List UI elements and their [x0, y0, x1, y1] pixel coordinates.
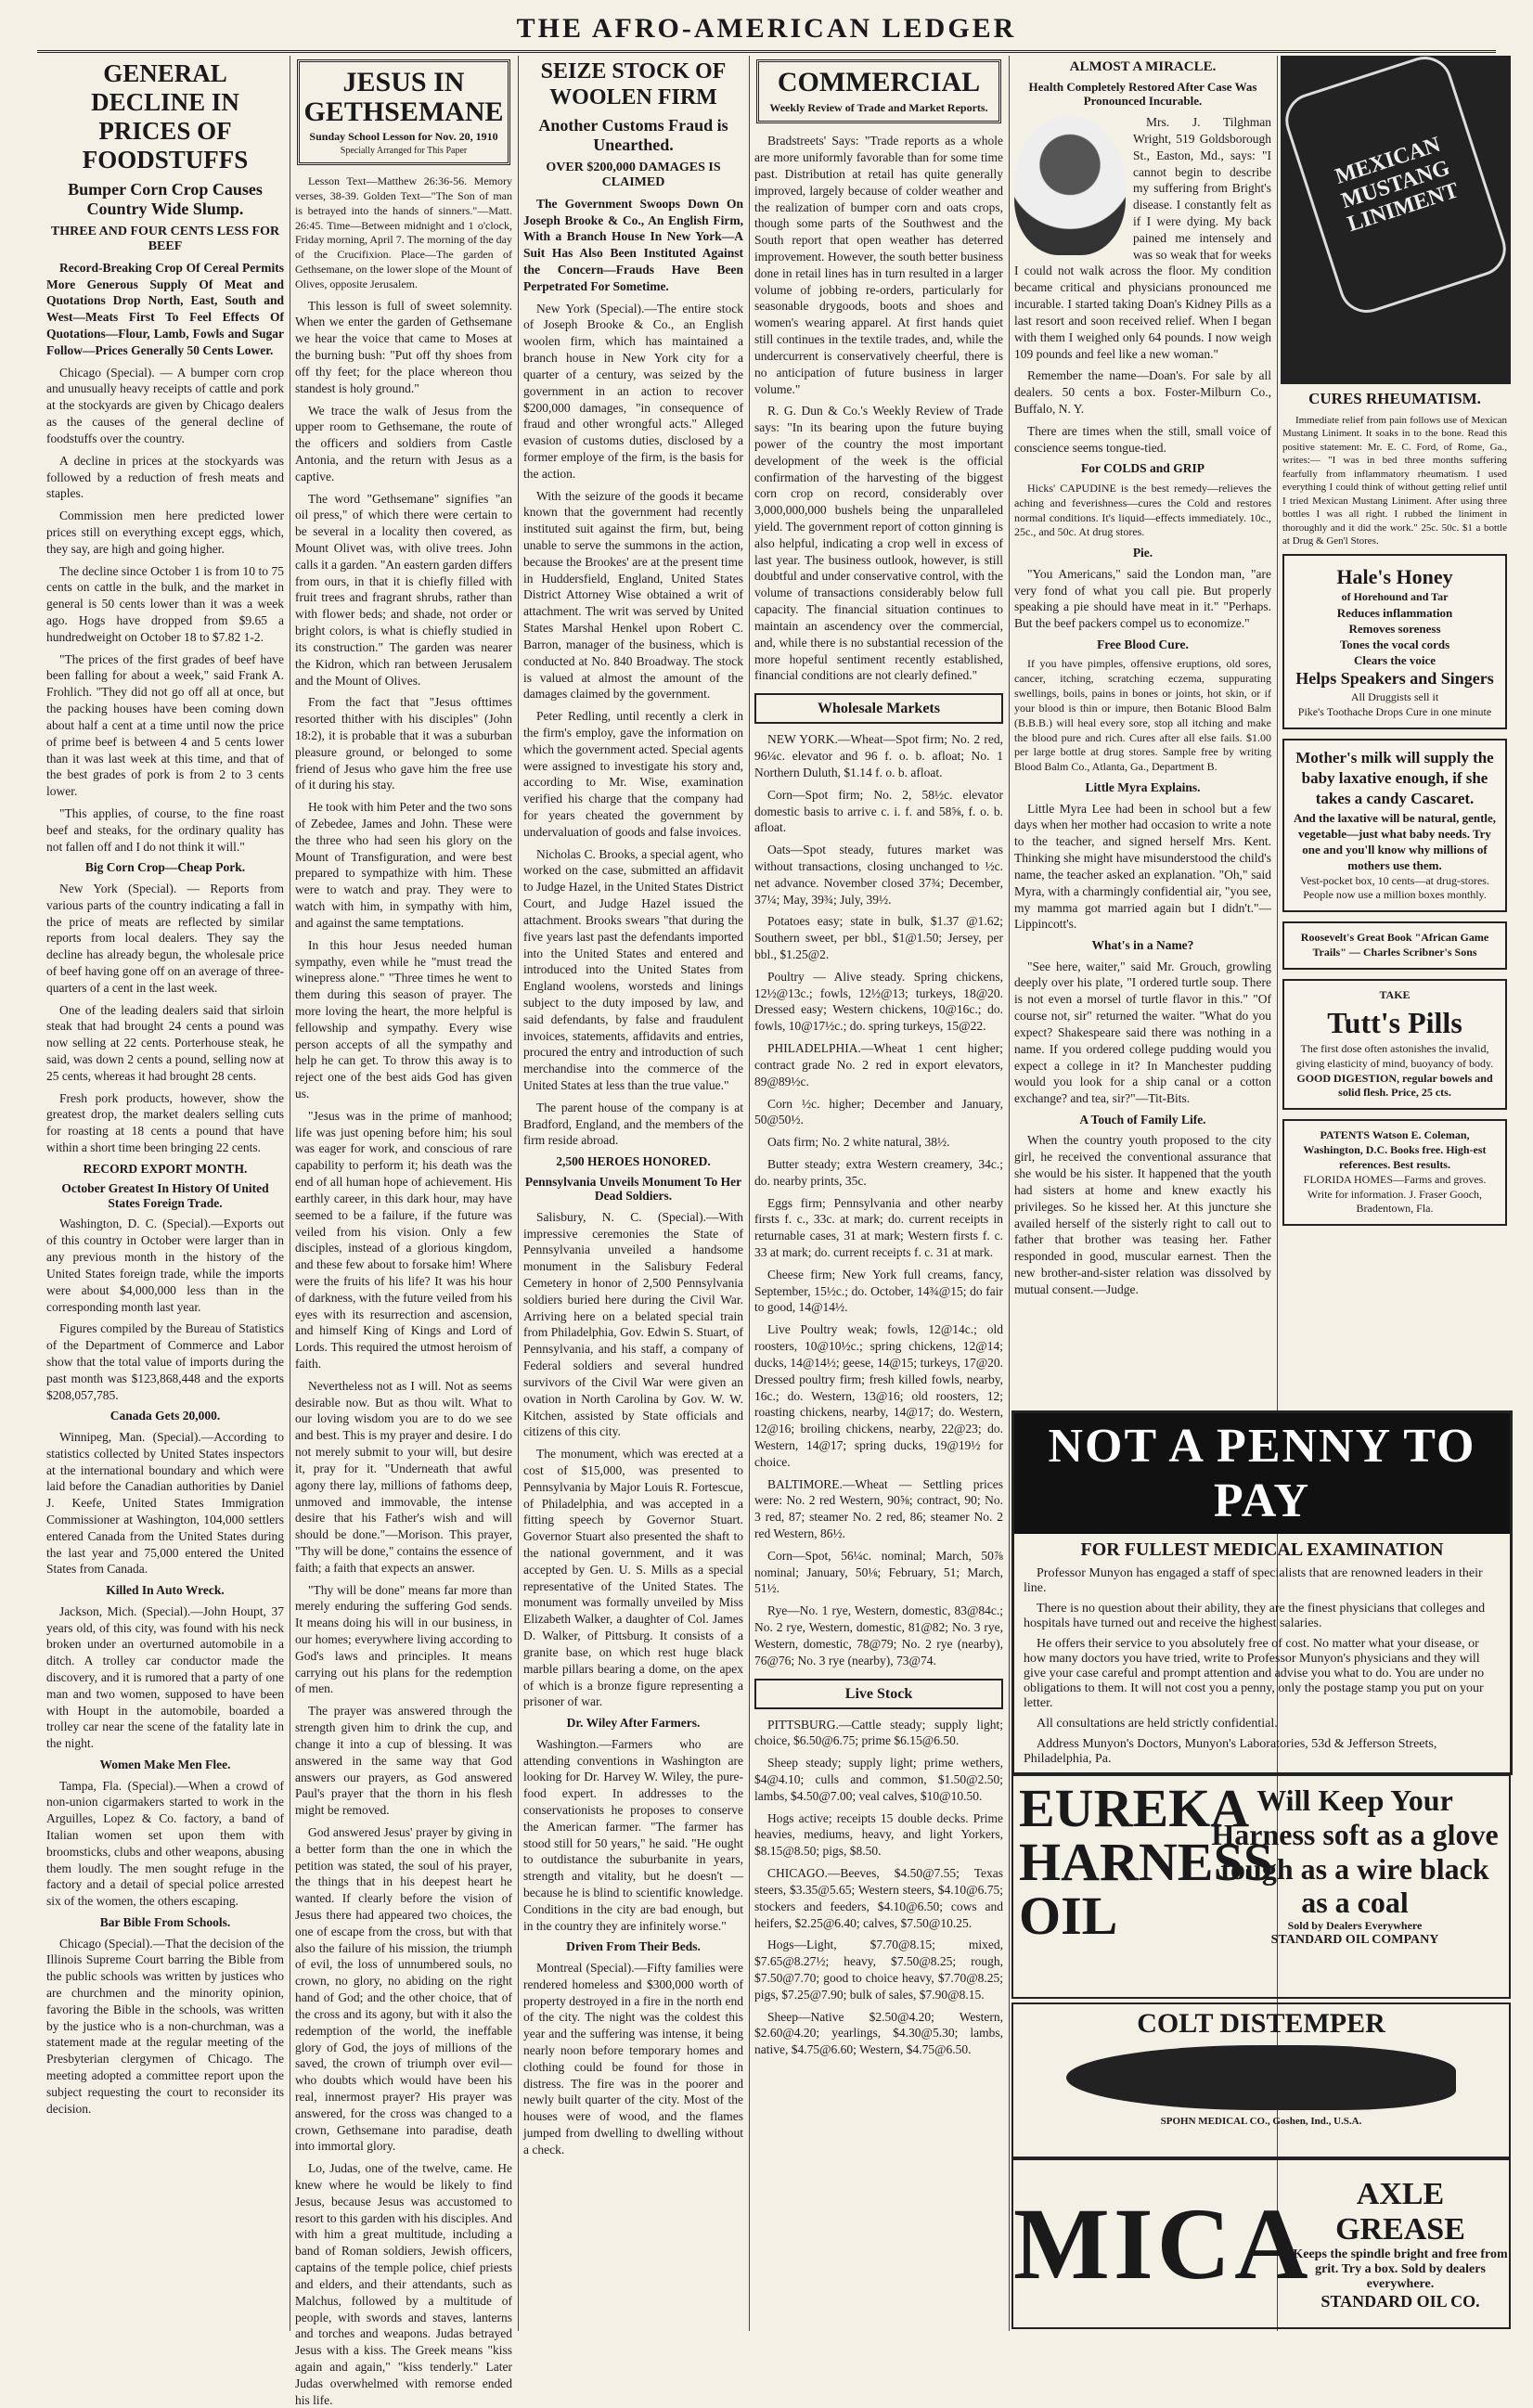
- paragraph: The parent house of the company is at Bradford, England, and the members of the firm reside abroad.: [523, 1100, 743, 1148]
- market-report: Sheep steady; supply light; prime wethers, $4@4.10; culls and common, $1.50@2.50; lambs, $4.50@7.00; veal calves, $10@10.50.: [754, 1756, 1003, 1803]
- paragraph: Salisbury, N. C. (Special).—With impressive ceremonies the State of Pennsylvania unveiled a handsome monument in the Salisbury Federal Cemetery in honor of 2,500 Pennsylvania soldiers buried here during the Civil War. Arriving here on a belated special train from Philadelphia, Gov. Edwin S. Stuart, of Pennsylvania, and his staff, a company of Federal soldiers and several hundred survivors of the Civil War were given an ovation in North Carolina by Gov. W. W. Kitchen, assisted by State officials and citizens of this city.: [523, 1209, 743, 1439]
- ad-subtitle: FOR FULLEST MEDICAL EXAMINATION: [1080, 1539, 1444, 1560]
- market-report: Corn—Spot firm; No. 2, 58½c. elevator domestic basis to arrive c. i. f. and 58⅝, f. o. b. afloat.: [754, 787, 1003, 835]
- paragraph: Fresh pork products, however, show the greatest drop, the market dealers selling cuts for roasting at 18 cents a pound that have within a short time been bringing 22 cents.: [46, 1090, 284, 1155]
- paragraph: Tampa, Fla. (Special).—When a crowd of non-union cigarmakers started to work in the Arguilles, Lopez & Co. factory, a band of Italian women set upon them with broomsticks, clubs and other weapons, abusing them loudly. The men sought refuge in the factory and a detail of special police arrested six of the women, the others escaping.: [46, 1778, 284, 1909]
- ad-maker: STANDARD OIL COMPANY: [1270, 1932, 1439, 1947]
- ad-text: Will Keep Your Harness soft as a glove tough as a wire black as a coal: [1211, 1783, 1499, 1920]
- paragraph: Nicholas C. Brooks, a special agent, who worked on the case, submitted an affidavit to Judge Hazel, in the United States District Court, and Judge Hazel issued the attachment. Brooks swears "that during the five years last past the defendants imported into the United States and entered and introduced into the United States from England woolens, worsteds and linings subject to the duty imposed by law, and said defendants, by false and fraudulent invoices, statements, affidavits and entries, procured the entry and introduction of such merchandise into the commerce of the United States at less than the true value.": [523, 846, 743, 1092]
- paragraph: "Thy will be done" means far more than merely enduring the suffering God sends. It means doing his will in our business, in our homes; everywhere living according to God's laws and principles. It means carrying out his plans for the redemption of men.: [295, 1582, 512, 1696]
- market-report: Butter steady; extra Western creamery, 34c.; do. nearby prints, 35c.: [754, 1156, 1003, 1188]
- headline-woolen: SEIZE STOCK OF WOOLEN FIRM: [540, 59, 727, 109]
- section-heading: Women Make Men Flee.: [99, 1758, 231, 1772]
- paragraph: Hicks' CAPUDINE is the best remedy—relieves the aching and feverishness—cures the Cold and restores normal conditions. It's liquid—effects immediately. 10c., 25c., and 50c. At drug stores.: [1014, 481, 1271, 539]
- ad-text: Keeps the spindle bright and free from grit. Try a box. Sold by dealers everywhere.: [1293, 2247, 1508, 2291]
- section-heading: Killed In Auto Wreck.: [106, 1583, 225, 1598]
- ad-footer: GOOD DIGESTION, regular bowels and solid flesh. Price, 25 cts.: [1296, 1071, 1493, 1100]
- section-heading: Driven From Their Beds.: [566, 1939, 701, 1954]
- paragraph: "The prices of the first grades of beef have been falling for about a week," said Frank A. Frohlich. "They did not go off all at once, but the packing houses have been coming down about half a cent at a time until now the price of prime beef is between 4 and 5 cents lower than it was last week at this time, and that of the best grades of pork is from 2 to 3 cents lower.: [46, 651, 284, 799]
- column-5: [1014, 56, 1271, 1401]
- colt-distemper-ad: [1011, 2002, 1511, 2158]
- paragraph: From the fact that "Jesus ofttimes resorted thither with his disciples" (John 18:2), it is probable that it was a suburban pleasure ground, or belonged to some friend of Jesus who gave him the free use of it during his stay.: [295, 695, 512, 792]
- paragraph: Little Myra Lee had been in school but a few days when her mother had occasion to write a note to the teacher, and signed herself Mrs. Kent. Thinking she might have misunderstood the child's name, the teacher asked an explanation. "Oh," said Myra, with a charmingly confidential air, "you see, my mamma got married again but I didn't."—Lippincott's.: [1014, 801, 1271, 932]
- paragraph: Lo, Judas, one of the twelve, came. He knew where he would be likely to find Jesus, because Jesus was accustomed to resort to this garden with his disciples. And with him a great multitude, including a band of Roman soldiers, Jewish officers, captains of the temple police, chief priests and elders, and their attendants, such as Malchus, followed by a multitude of people, with swords and staves, lanterns and torches and weapons. Judas betrayed Jesus with a kiss. The Greek means "kiss again and again," "kiss tenderly." Later Judas overwhelmed with remorse ended his life.: [295, 2161, 512, 2407]
- market-report: Eggs firm; Pennsylvania and other nearby firsts f. c., 33c. at mark; do. current receipts in returnable cases, 31 at mark; Western firsts f. c. 33 at mark; do. current receipts f. c. 31 at mark.: [754, 1195, 1003, 1259]
- paragraph: There are times when the still, small voice of conscience seems tongue-tied.: [1014, 423, 1271, 455]
- market-report: PITTSBURG.—Cattle steady; supply light; choice, $6.50@6.75; prime $6.15@6.50.: [754, 1717, 1003, 1748]
- paragraph: Chicago (Special). — A bumper corn crop and unusually heavy receipts of cattle and pork at the stockyards are given by Chicago dealers as the causes of the general decline of foodstuffs over the country.: [46, 365, 284, 445]
- ad-title: COLT DISTEMPER: [1137, 2008, 1385, 2039]
- lesson-intro: Lesson Text—Matthew 26:36-56. Memory verses, 38-39. Golden Text—"The Son of man is betrayed into the hands of sinners."—Matt. 26:45. Time—Between midnight and 1 o'clock, Friday morning, April 7. The morning of the day of the Crucifixion. Place—The garden of Gethsemane, on the lower slope of the Mount of Olives, opposite Jerusalem.: [295, 174, 512, 290]
- ad-subtitle: of Horehound and Tar: [1341, 589, 1449, 603]
- market-report: Sheep—Native $2.50@4.20; Western, $2.60@4.20; yearlings, $4.30@5.30; lambs, native, $4.75@6.60; Western, $4.75@6.50.: [754, 2009, 1003, 2057]
- section-heading: Little Myra Explains.: [1085, 780, 1201, 795]
- ad-text: FLORIDA HOMES—Farms and groves. Write for information. J. Fraser Gooch, Bradentown, Fla.: [1303, 1172, 1487, 1216]
- paragraph: Commission men here predicted lower prices still on everything except eggs, which, they say, are high and going higher.: [46, 509, 284, 556]
- column-6: [1282, 386, 1507, 1401]
- section-heading: RECORD EXPORT MONTH.: [83, 1161, 248, 1176]
- masthead-title: THE AFRO-AMERICAN LEDGER: [516, 13, 1017, 44]
- section-subheading: Health Completely Restored After Case Was Pronounced Incurable.: [1028, 80, 1257, 109]
- subhead: OVER $200,000 DAMAGES IS CLAIMED: [546, 160, 721, 189]
- paragraph: "This applies, of course, to the fine roast beef and steaks, for the ordinary quality has not fallen off and I do not think it will.": [46, 805, 284, 854]
- paragraph: When the country youth proposed to the city girl, he received the conventional assurance that she would be his sister. It happened that the youth had sisters at home and knew exactly his privileges. So he kissed her. At this juncture she availed herself of the sisterly right to call out to father that brother was teasing her. Father responded in good, muscular earnest. Then the new brother-and-sister relation was dissolved by mutual consent.—Judge.: [1014, 1133, 1271, 1296]
- ad-label: TAKE: [1379, 987, 1411, 1001]
- woman-portrait-image: [1014, 116, 1126, 255]
- paragraph: Nevertheless not as I will. Not as seems desirable now. But as thou wilt. What to our loving wisdom you are to do we see and best. This is my prayer and desire. I do not merely submit to your will, but desire it, pray for it. "Underneath that awful agony there lay, millions of fathoms deep, unmoved and immovable, the intense desire that his Father's wish and will should be done."—Morison. This prayer, "Thy will be done," contains the essence of faith; a faith that expects an answer.: [295, 1378, 512, 1575]
- ad-title: Mother's milk will supply the baby laxative enough, if she takes a candy Cascaret.: [1295, 748, 1494, 808]
- ad-line: Tones the vocal cords: [1339, 637, 1450, 651]
- market-report: NEW YORK.—Wheat—Spot firm; No. 2 red, 96¼c. elevator and 96 f. o. b. afloat; No. 1 Northern Duluth, $1.14 f. o. b. afloat.: [754, 732, 1003, 779]
- paragraph: The prayer was answered through the strength given him to drink the cup, and change it into a cup of blessing. It was answered in the same way that God answers our prayers, as God answered Paul's prayer that the thorn in his flesh might be removed.: [295, 1704, 512, 1818]
- paragraph: The decline since October 1 is from 10 to 75 cents on cattle in the bulk, and the market in general is 50 cents lower than it was a week ago. Hogs have dropped from $9.65 a hundredweight on October 18 to $7.82 1-2.: [46, 563, 284, 644]
- market-report: Oats—Spot steady, futures market was without transactions, closing unchanged to ½c. net advance. November closed 37¾; December, 37¼; May, 39¾; July, 39½.: [754, 843, 1003, 907]
- section-heading: Dr. Wiley After Farmers.: [566, 1716, 701, 1731]
- paragraph: If you have pimples, offensive eruptions, old sores, cancer, itching, scratching eczema, suppurating swellings, boils, pains in bones or joints, hot skin, or if your blood is thin or impure, then Botanic Blood Balm (B.B.B.) will heal every sore, stop all itching and make the blood pure and rich. Cures after all else fails. $1.00 per large bottle at drug stores. Sample free by writing Blood Balm Co., Atlanta, Ga., Department B.: [1014, 657, 1271, 774]
- paragraph: Montreal (Special).—Fifty families were rendered homeless and $300,000 worth of property destroyed in a fire in the north end of the city. The night was the coldest this year and the suffering was intense, it being nearly noon before temporary homes and clothing could be found for those in distress. The fire was in the poorer and newly built quarter of the city. Most of the houses were of wood, and the flames jumped from dwelling to dwelling without a check.: [523, 1960, 743, 2157]
- column-4: [754, 56, 1003, 2331]
- market-report: Corn ½c. higher; December and January, 50@50½.: [754, 1096, 1003, 1127]
- paragraph: A decline in prices at the stockyards was followed by a reduction of fresh meats and staples.: [46, 453, 284, 501]
- patents-ad: [1282, 1119, 1507, 1226]
- ad-maker: SPOHN MEDICAL CO., Goshen, Ind., U.S.A.: [1160, 2116, 1362, 2127]
- paragraph: "You Americans," said the London man, "are very fond of what you call pie. But properly speaking a pie should have meat in it." "Perhaps. But the beef packers compel us to economize.": [1014, 566, 1271, 631]
- paragraph: New York (Special).—The entire stock of Joseph Brooke & Co., an English woolen firm, which has maintained a branch house in New York city for a quarter of a century, was seized by the government in an action to recover $200,000 damages, "in consequence of fraud and other wrongful acts." Alleged evasion of customs duties, disclosed by a former employe of the firm, is the basis for the action.: [523, 301, 743, 481]
- commercial-box: [756, 59, 1001, 123]
- ad-title: Tutt's Pills: [1327, 1005, 1462, 1039]
- commercial-title: COMMERCIAL: [777, 67, 981, 97]
- eureka-ad: [1011, 1774, 1511, 1999]
- subhead: THREE AND FOUR CENTS LESS FOR BEEF: [50, 224, 280, 253]
- masthead: [37, 7, 1496, 53]
- paragraph: He took with him Peter and the two sons of Zebedee, James and John. These were the three who had seen his glory on the Mount of Transfiguration, and were best prepared to sympathize with him. These were to watch and pray. They were to watch with him, in sympathy with him, and against the same temptations.: [295, 800, 512, 930]
- section-heading: Free Blood Cure.: [1097, 637, 1189, 651]
- munyon-ad: [1011, 1410, 1513, 1775]
- ad-text: The first dose often astonishes the invalid, giving elasticity of mind, buoyancy of body.: [1295, 1041, 1494, 1070]
- wholesale-markets-heading: Wholesale Markets: [754, 693, 1003, 724]
- paragraph: God answered Jesus' prayer by giving in a better form than the one in which the petition was stated, the soul of his prayer, the things that in his deepest heart he wanted. If clearly before the vision of Jesus there had appeared two choices, the one of escape from the cross, but with that also the failure of his mission, the triumph of evil, the loss of unnumbered souls, no crown, no glory, no abiding on the right hand of God; and the other choice, that of the cross and its agony, but with it also the redemption of the world, the ineffable glory of God, the joys of millions of the saved, the crown of triumph over evil—who doubts which would have been his real, innermost prayer? His prayer was answered, for the cross was changed to a crown, Gethsemane into paradise, death into immortal glory.: [295, 1824, 512, 2154]
- lesson-box: [297, 59, 510, 165]
- ad-footer: All Druggists sell it: [1350, 689, 1439, 703]
- paragraph: "Jesus was in the prime of manhood; life was just opening before him; his soul was eager for work, and conscious of rare capability to perform it; his death was the end of all human hope of achievement. His earthly career, in this dark hour, may have seemed to be a failure, if the future was veiled from his vision. Only a few disciples, instead of a glorious kingdom, and these few about to forsake him! Where were the fruits of his life? It was his hour of darkness, with the future veiled from his eyes with its resurrection and ascension, and himself King of Kings and Lord of Lords. This required the utmost heroism of faith.: [295, 1108, 512, 1371]
- summary: Record-Breaking Crop Of Cereal Permits More Generous Supply Of Meat and Quotations Drop North, East, South and West—Meats First To Feel Effects Of Quotations—Flour, Lamb, Fowls and Sugar Follow—Prices Generally 50 Cents Lower.: [46, 260, 284, 357]
- ad-maker: STANDARD OIL CO.: [1320, 2291, 1480, 2311]
- section-heading: A Touch of Family Life.: [1079, 1112, 1206, 1127]
- subhead: Bumper Corn Crop Causes Country Wide Slump.: [68, 180, 263, 218]
- commercial-subtitle: Weekly Review of Trade and Market Reports.: [769, 100, 988, 114]
- market-report: CHICAGO.—Beeves, $4.50@7.55; Texas steers, $3.35@5.65; Western steers, $4.10@6.75; stockers and feeders, $4.10@6.50; cows and heifers, $2.25@6.40; calves, $7.50@10.25.: [754, 1866, 1003, 1930]
- column-3: [523, 56, 743, 2331]
- market-report: Rye—No. 1 rye, Western, domestic, 83@84c.; No. 2 rye, Western, domestic, 81@82; No. 3 rye, Western, domestic, 78@79; No. 2 rye (nearby), 76@76; No. 3 rye (nearby), 73@74.: [754, 1603, 1003, 1668]
- section-subheading: October Greatest In History Of United States Foreign Trade.: [61, 1181, 269, 1210]
- ad-line: Clears the voice: [1353, 653, 1436, 668]
- subhead: Another Customs Fraud is Unearthed.: [538, 116, 728, 154]
- ad-footer: Vest-pocket box, 10 cents—at drug-stores. People now use a million boxes monthly.: [1300, 873, 1489, 902]
- ad-text: There is no question about their ability, they are the finest physicians that colleges and hospitals have turned out and receive the highest salaries.: [1024, 1602, 1486, 1630]
- paragraph: Mrs. J. Tilghman Wright, 519 Goldsborough St., Easton, Md., says: "I cannot begin to describe my suffering from Bright's disease. I constantly felt as if I were dying. My back pained me intensely and was so weak that for weeks I could not walk across the floor. My condition became critical and physicians pronounced me incurable. I started taking Doan's Kidney Pills as a last resort and soon received relief. When I began with them I weighed only 64 pounds. I now weigh 109 pounds and feel like a new woman.": [1014, 115, 1271, 361]
- paragraph: Peter Redling, until recently a clerk in the firm's employ, gave the information on which the government acted. Special agents were assigned to investigate his story and, according to Mr. Wise, examination verified his charge that the company had for years cheated the government by undervaluation of goods and false invoices.: [523, 709, 743, 839]
- market-report: Hogs active; receipts 15 double decks. Prime heavies, mediums, heavy, and light Yorkers, $8.15@8.50; pigs, $8.50.: [754, 1810, 1003, 1859]
- paragraph: This lesson is full of sweet solemnity. When we enter the garden of Gethsemane we hear the voice that came to Moses at the burning bush: "Put off thy shoes from off thy feet; for the place whereon thou standest is holy ground.": [295, 298, 512, 395]
- paragraph: "See here, waiter," said Mr. Grouch, growling deeply over his plate, "I ordered turtle soup. There is not even a morsel of turtle flavor in this." "Of course not, sir" returned the waiter. "What do you expect? Shakespeare said there was nothing in a name. If you ordered college pudding would you expect a college in it? In Manchester pudding would you look for a ship canal or a cotton exchange? and tea, sir?"—Tit-Bits.: [1014, 959, 1271, 1106]
- paragraph: R. G. Dun & Co.'s Weekly Review of Trade says: "In its bearing upon the future buying power of the country the most important development of the week is the official confirmation of the harvesting of the biggest corn crop on record, considerably over 3,000,000,000 bushels being the unparalleled yield. The government report of cotton ginning is also helpful, indicating a crop well in excess of last year. The business outlook, however, is still doubtful and under conservative control, with the volume of transactions considerably below full capacity. The financial situation continues to maintain an ascendency over the commercial, and, while there is no substantial recession of the more hopeful sentiment recently established, financial conditions are not clearly defined.": [754, 404, 1003, 683]
- ad-text: And the laxative will be natural, gentle, vegetable—just what baby needs. Try one and you'll know why millions of mothers use them.: [1293, 810, 1497, 873]
- lesson-title: JESUS IN GETHSEMANE: [303, 67, 504, 127]
- ad-text: He offers their service to you absolutely free of cost. No matter what your disease, or how many doctors you have tried, write to Professor Munyon's physicians and they will give your case careful and prompt attention and advise you what to do. You are under no obligations to them. It will not cost you a penny, only the postage stamp you put on your letter.: [1024, 1637, 1485, 1710]
- mica-axle-grease-ad: [1011, 2158, 1511, 2329]
- ad-line: Reduces inflammation: [1336, 605, 1453, 620]
- paragraph: We trace the walk of Jesus from the upper room to Gethsemane, the route of the officers and soldiers from Castle Antonia, and the return with Jesus as a captive.: [295, 403, 512, 483]
- headline-foodstuffs: GENERAL DECLINE IN PRICES OF FOODSTUFFS: [82, 59, 249, 174]
- section-heading: Pie.: [1132, 546, 1153, 560]
- ad-line: Removes soreness: [1348, 621, 1441, 636]
- lesson-subtitle: Sunday School Lesson for Nov. 20, 1910: [309, 130, 498, 143]
- ad-text: Professor Munyon has engaged a staff of specialists that are renowned leaders in their line.: [1024, 1566, 1483, 1595]
- market-report: Cheese firm; New York full creams, fancy, September, 15½c.; do. October, 14¾@15; do fair to good, 14@14½.: [754, 1267, 1003, 1315]
- horse-head-image: [1066, 2045, 1456, 2110]
- ad-text: All consultations are held strictly confidential.: [1037, 1717, 1278, 1731]
- section-heading: ALMOST A MIRACLE.: [1069, 59, 1217, 74]
- liniment-ad-image: [1281, 56, 1511, 384]
- ad-tagline: Helps Speakers and Singers: [1295, 669, 1494, 689]
- lesson-note: Specially Arranged for This Paper: [340, 145, 468, 156]
- column-1: [46, 56, 284, 2331]
- paragraph: One of the leading dealers said that sirloin steak that had brought 24 cents a pound was now selling at 22 cents. Porterhouse steak, he said, was down 2 cents a pound, selling now at 25 cents, whereas it had brought 28 cents.: [46, 1002, 284, 1083]
- ad-subtitle: AXLE GREASE: [1335, 2176, 1465, 2247]
- summary: The Government Swoops Down On Joseph Brooke & Co., An English Firm, With a Branch House In New York—A Suit Has Also Been Instituted Against the Concern—Frauds Have Been Perpetrated For Sometime.: [523, 196, 743, 293]
- paragraph: The monument, which was erected at a cost of $15,000, was presented to Pennsylvania by Major Louis R. Fortescue, of Philadelphia, and was accepted in a fitting speech by Governor Stuart. Governor Stuart also presented the shaft to the national government, and it was accepted by Gen. U. S. Mills as a special representative of the United States. The monument was formally unveiled by Miss Elizabeth Walker, a daughter of Col. James D. Walker, of Pittsburg. It consists of a granite base, on which rest huge black marble pillars bearing a dome, on the apex of which is a bronze figure representing a prisoner of war.: [523, 1447, 743, 1709]
- ad-text: Address Munyon's Doctors, Munyon's Laboratories, 53d & Jefferson Streets, Philadelphia, Pa.: [1024, 1737, 1437, 1766]
- market-report: Potatoes easy; state in bulk, $1.37 @1.62; Southern sweet, per bbl., $1@1.50; Jersey, per bbl., $1.25@2.: [754, 914, 1003, 961]
- paragraph: In this hour Jesus needed human sympathy, even while he "must tread the winepress alone." "Three times he went to them during this season of prayer. The more loving the heart, the more helpful is fellowship and sympathy. Every wise person accepts of all the sympathy and help he can get. To throw this away is to reject one of the best aids God has given us.: [295, 937, 512, 1101]
- paragraph: Winnipeg, Man. (Special).—According to statistics collected by United States inspectors at the international boundary and which were laid before the Canadian authorities by Daniel J. Keefe, United States Immigration Commissioner at Washington, 104,000 settlers entered Canada from the United States during the last year and 75,000 entered the United States from Canada.: [46, 1429, 284, 1577]
- section-heading: What's in a Name?: [1091, 938, 1194, 953]
- market-report: PHILADELPHIA.—Wheat 1 cent higher; contract grade No. 2 red in export elevators, 89@89½c.: [754, 1041, 1003, 1088]
- section-heading: Bar Bible From Schools.: [99, 1915, 231, 1930]
- section-heading: For COLDS and GRIP: [1081, 461, 1204, 476]
- live-stock-heading: Live Stock: [754, 1679, 1003, 1709]
- paragraph: Figures compiled by the Bureau of Statistics of the Department of Commerce and Labor show that the total value of imports during the past month was $123,868,448 and the exports $208,057,785.: [46, 1321, 284, 1402]
- paragraph: Bradstreets' Says: "Trade reports as a whole are more uniformly favorable than for some time past. Distribution at retail has quite generally improved, largely because of colder weather and the realization of bumper corn and oats crops, though some parts of the Southwest and the South report that open weather has deterred improvement. However, the south better business done in retail lines has in turn resulted in a larger volume of jobbing re-orders, particularly for seasonable drygoods, boots and shoes and women's wearing apparel. At first hands quiet still continues in the textile trades, and, while the undercurrent is conservatively cheerful, there is no anticipation of future business in larger volume.": [754, 134, 1003, 396]
- section-subheading: Pennsylvania Unveils Monument To Her Dead Soldiers.: [524, 1174, 742, 1204]
- ad-text: PATENTS Watson E. Coleman, Washington, D.C. Books free. High-est references. Best results.: [1303, 1128, 1487, 1171]
- ad-title: EUREKA HARNESS OIL: [1019, 1778, 1273, 1946]
- ad-footer: Pike's Toothache Drops Cure in one minute: [1297, 704, 1492, 718]
- market-report: Live Poultry weak; fowls, 12@14c.; old roosters, 10@10½c.; spring chickens, 12@14; ducks, 14@14½; geese, 14@15; turkeys, 17@20. Dressed poultry firm; fresh killed fowls, nearby, 16c.; do. Western, 13@16; old roosters, 12; roasting chickens, nearby, 14@17; do. Western, 12@16; broiling chickens, nearby, 22@23; do. Western, 14@17; spring ducks, 19@19½ for choice.: [754, 1322, 1003, 1469]
- paragraph: New York (Special). — Reports from various parts of the country indicating a fall in the price of meats are reflected by similar reports from local dealers. They say the decline has already begun, the wholesale price of beef having gone off on an average of three-quarters of a cent in the last week.: [46, 881, 284, 995]
- section-heading: Big Corn Crop—Cheap Pork.: [84, 860, 246, 875]
- agents-ad: [1282, 921, 1507, 970]
- liniment-bottle-image: MEXICAN MUSTANG LINIMENT: [1279, 49, 1514, 319]
- ad-text: Immediate relief from pain follows use of Mexican Mustang Liniment. It soaks in to the bone. Read this positive statement: Mr. E. C. Ford, of Rome, Ga., writes:— "I was in bed three months suffering fearfully from inflammatory rheumatism. I used everything I could think of without getting relief until I tried Mexican Mustang Liniment. After using three bottles I was all right. I rubbed the liniment in thoroughly and it did the work." 25c. 50c. $1 a bottle at Drug & Gen'l Stores.: [1282, 414, 1507, 547]
- section-heading: 2,500 HEROES HONORED.: [556, 1154, 711, 1169]
- market-report: BALTIMORE.—Wheat — Settling prices were: No. 2 red Western, 90⅝; contract, 90; No. 3 red, 87; steamer No. 2 red, 86; steamer No. 2 red Western, 86½.: [754, 1476, 1003, 1540]
- market-report: Corn—Spot, 56¼c. nominal; March, 50⅞ nominal; January, 50⅛; February, 51; March, 51½.: [754, 1548, 1003, 1596]
- paragraph: Chicago (Special).—That the decision of the Illinois Supreme Court barring the Bible from the public schools was written by justices who are churchmen and the minority opinion, favoring the Bible in the schools, was written by the justice who is a non-churchman, was a statement made at the regular meeting of the Presbyterian clergymen of Chicago. The meeting adopted a committee report upon the subject requesting the court to reconsider its decision.: [46, 1936, 284, 2116]
- paragraph: Remember the name—Doan's. For sale by all dealers. 50 cents a box. Foster-Milburn Co., Buffalo, N. Y.: [1014, 368, 1271, 416]
- paragraph: Jackson, Mich. (Special).—John Houpt, 37 years old, of this city, was found with his neck broken under an overturned automobile in a ditch. A trolley car conductor made the discovery, and it is rumored that a party of one man and two women, supposed to have been with Houpt in the automobile, boarded a trolley car near the scene of the fatality late in the night.: [46, 1603, 284, 1751]
- cascaret-ad: [1282, 739, 1507, 913]
- paragraph: Washington, D. C. (Special).—Exports out of this country in October were larger than in any previous month in the history of the United States foreign trade, while the imports were about $4,000,000 less than in the corresponding month last year.: [46, 1217, 284, 1314]
- ad-banner: NOT A PENNY TO PAY: [1014, 1413, 1510, 1534]
- ad-text: Roosevelt's Great Book "African Game Trails" — Charles Scribner's Sons: [1300, 931, 1489, 959]
- paragraph: With the seizure of the goods it became known that the government had recently instituted suit against the firm, but, being unable to serve the summons in the action, because the Brookes' are at the present time in Huddersfield, England, United States District Attorney Wise obtained a writ of attachment. The writ was served by United States Marshal Henkel upon Robert C. Barron, manager of the business, which is conducted at No. 840 Broadway. The stock is valued at almost the amount of the damages claimed by the government.: [523, 488, 743, 702]
- tutt-ad: [1282, 979, 1507, 1110]
- market-report: Hogs—Light, $7.70@8.15; mixed, $7.65@8.27½; heavy, $7.50@8.25; rough, $7.50@7.70; good to choice heavy, $7.70@8.25; pigs, $7.25@7.90; bulk of sales, $7.90@8.15.: [754, 1938, 1003, 2002]
- paragraph: Washington.—Farmers who are attending conventions in Washington are looking for Dr. Harvey W. Wiley, the pure-food expert. In addresses to the conservationists he proposes to conserve the American farmer. "The farmer has stood still for 50 years," he said. "He ought to outdistance the suburbanite in years, strength and vitality, but he doesn't —because he is blind to scientific knowledge. Conditions in the city are bad enough, but in the country they are infinitely worse.": [523, 1736, 743, 1933]
- honey-ad: [1282, 554, 1507, 729]
- market-report: Oats firm; No. 2 white natural, 38½.: [767, 1135, 950, 1150]
- paragraph: The word "Gethsemane" signifies "an oil press," of which there were certain to be several in a locality then covered, as Mount Olivet was, with olive trees. John calls it a garden. "An eastern garden differs from ours, in that it is chiefly filled with fruit trees and fragrant shrubs, rather than with flower beds; and shade, not order or bright colors, is what is chiefly studied in its construction." The garden was nearer the Kidron, which ran between Jerusalem and the Mount of Olives.: [295, 491, 512, 688]
- market-report: Poultry — Alive steady. Spring chickens, 12½@13c.; fowls, 12½@13; turkeys, 18@20. Dressed easy; Western chickens, 10@16c.; do. fowls, 10@17½c.; do. spring turkeys, 15@22.: [754, 969, 1003, 1034]
- ad-title: MICA: [1013, 2186, 1312, 2300]
- section-heading: Canada Gets 20,000.: [110, 1409, 221, 1423]
- column-2: [295, 56, 512, 2407]
- ad-heading: CURES RHEUMATISM.: [1308, 390, 1481, 407]
- ad-title: Hale's Honey: [1336, 564, 1453, 588]
- ad-footer: Sold by Dealers Everywhere: [1287, 1919, 1423, 1933]
